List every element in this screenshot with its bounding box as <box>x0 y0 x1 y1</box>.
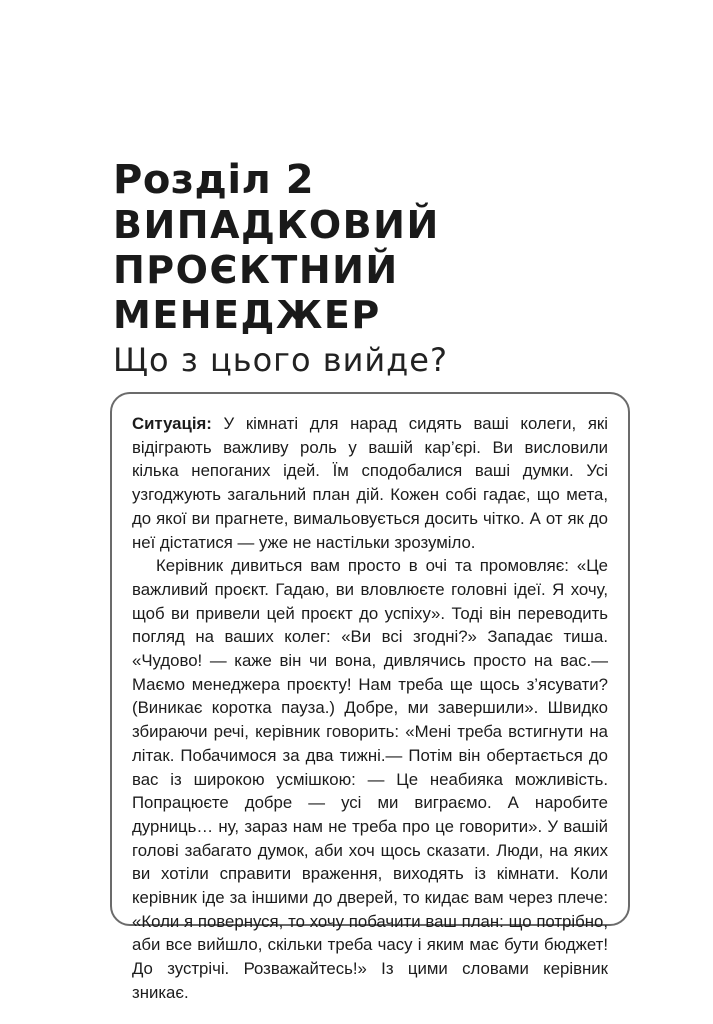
chapter-heading <box>113 158 673 382</box>
situation-label: Ситуація: <box>132 414 212 433</box>
chapter-subtitle: Що з цього вийде? <box>113 341 448 379</box>
chapter-number: Розділ 2 <box>113 157 315 203</box>
situation-paragraph-1 <box>132 412 608 554</box>
situation-box <box>110 392 630 1002</box>
chapter-title-line-1: ВИПАДКОВИЙ <box>113 203 440 247</box>
situation-paragraph-1-text: У кімнаті для нарад сидять ваші колеги, які відіграють важливу роль у вашій кар’єрі. Ви висловили кілька непоганих ідей. Їм сподобалися ваші думки. Усі узгоджують загальний план дій. Кожен собі гадає, що мета, до якої ви прагнете, вимальовується досить чітко. А от як до неї дістатися — уже не настільки зрозуміло. <box>132 414 608 552</box>
situation-paragraph-2: Керівник дивиться вам просто в очі та промовляє: «Це важливий проєкт. Гадаю, ви вловлюєте головні ідеї. Я хочу, щоб ви привели цей проєкт до успіху». Тоді він переводить погляд на ваших колег: «Ви всі згодні?» Западає тиша. «Чудово! — каже він чи вона, дивлячись просто на вас.— Маємо менеджера проєкту! Нам треба ще щось з’ясувати? (Виникає коротка пауза.) Добре, ми завершили». Швидко збираючи речі, керівник говорить: «Мені треба встигнути на літак. Побачимося за два тижні.— Потім він обертається до вас із широкою усмішкою: — Це неабияка можливість. Попрацюєте добре — усі ми виграємо. А наробите дурниць… ну, зараз нам не треба про це говорити». У вашій голові забагато думок, аби хоч щось сказати. Люди, на яких ви хотіли справити враження, виходять із кімнати. Коли керівник іде за іншими до дверей, то кидає вам через плече: «Коли я повернуся, то хочу побачити ваш план: що потрібно, аби все вийшло, скільки треба часу і яким має бути бюджет! До зустрічі. Розважайтесь!» Із цими словами керівник зникає. <box>132 556 608 1002</box>
chapter-title-line-2: ПРОЄКТНИЙ МЕНЕДЖЕР <box>113 248 399 337</box>
